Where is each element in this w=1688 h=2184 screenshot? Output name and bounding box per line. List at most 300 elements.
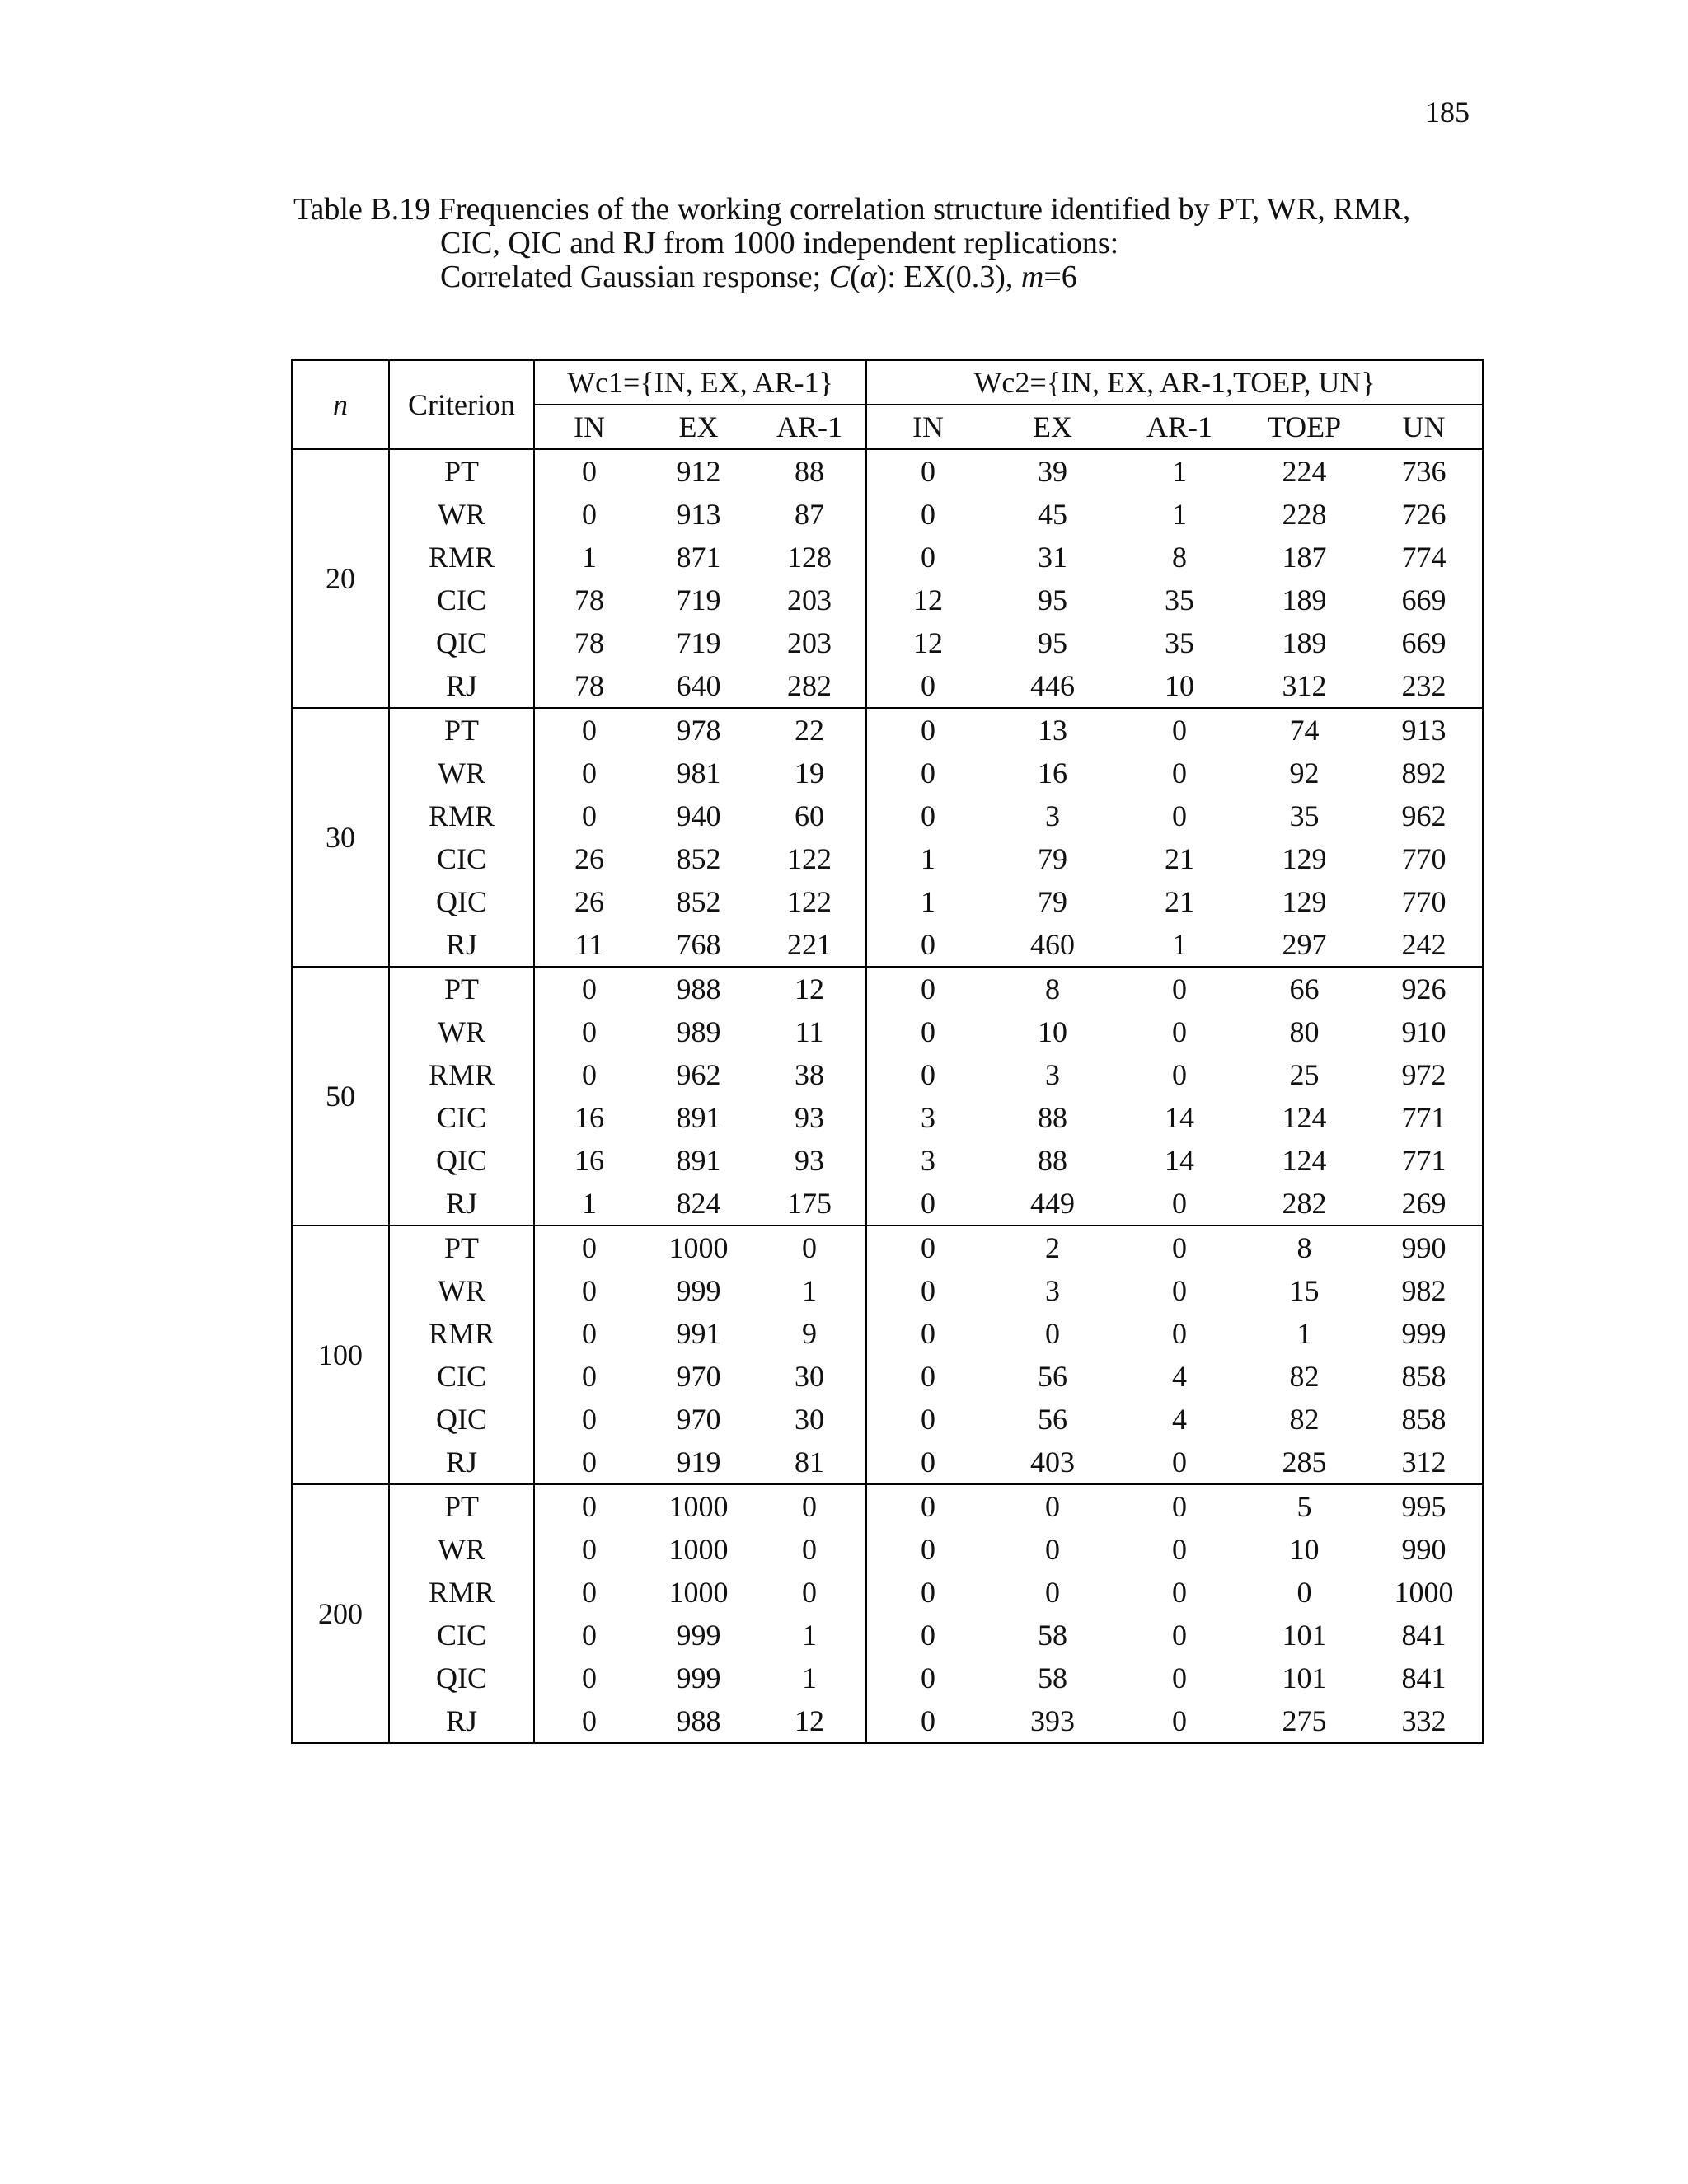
value-cell: 0 — [582, 757, 597, 790]
value-cell: 10 — [1165, 669, 1195, 702]
value-cell: 0 — [921, 1403, 936, 1436]
caption-line-3-suffix: =6 — [1043, 260, 1077, 294]
value-cell: 203 — [753, 579, 866, 621]
value-cell: 0 — [921, 1661, 936, 1694]
value-cell: 0 — [921, 498, 936, 531]
table-row — [292, 1355, 1483, 1398]
value-cell: 0 — [1172, 1015, 1188, 1048]
criterion-cell: WR — [389, 752, 534, 794]
value-cell: 129 — [1282, 885, 1327, 918]
value-cell: 0 — [753, 1528, 866, 1571]
table-row — [292, 1139, 1483, 1182]
value-cell: 58 — [1038, 1661, 1068, 1694]
value-cell: 35 — [1165, 583, 1195, 616]
criterion-cell: QIC — [389, 880, 534, 923]
value-cell: 1 — [753, 1657, 866, 1699]
value-cell: 12 — [753, 1699, 866, 1743]
value-cell: 0 — [866, 967, 989, 1010]
caption-m-symbol: m — [1020, 260, 1044, 294]
value-cell: 78 — [574, 669, 604, 702]
value-cell: 39 — [989, 449, 1116, 493]
value-cell: 1000 — [644, 1484, 753, 1528]
value-cell: 25 — [1289, 1058, 1320, 1091]
value-cell: 21 — [1165, 885, 1195, 918]
value-cell: 0 — [1172, 1317, 1188, 1350]
value-cell: 312 — [1282, 669, 1327, 702]
value-cell: 3 — [921, 1101, 936, 1134]
value-cell: 122 — [753, 880, 866, 923]
value-cell: 0 — [582, 1446, 597, 1479]
subheader-wc2-ar-1: AR-1 — [1146, 410, 1213, 443]
value-cell: 269 — [1401, 1187, 1447, 1220]
value-cell: 88 — [1038, 1144, 1068, 1177]
value-cell: 79 — [1038, 885, 1068, 918]
value-cell: 0 — [534, 449, 644, 493]
value-cell: 1 — [582, 541, 597, 574]
value-cell: 3 — [921, 1144, 936, 1177]
criterion-cell: CIC — [389, 1614, 534, 1657]
value-cell: 92 — [1289, 757, 1320, 790]
caption-paren-open: ( — [850, 260, 860, 294]
value-cell: 19 — [753, 752, 866, 794]
value-cell: 0 — [1172, 1187, 1188, 1220]
value-cell: 31 — [1038, 541, 1068, 574]
value-cell: 12 — [753, 967, 866, 1010]
value-cell: 912 — [644, 449, 753, 493]
criterion-cell: WR — [389, 1010, 534, 1053]
value-cell: 970 — [676, 1403, 721, 1436]
value-cell: 74 — [1243, 708, 1366, 752]
value-cell: 8 — [1243, 1226, 1366, 1269]
criterion-cell: WR — [389, 493, 534, 536]
value-cell: 0 — [921, 1317, 936, 1350]
value-cell: 0 — [582, 1576, 597, 1609]
value-cell: 0 — [534, 967, 644, 1010]
value-cell: 79 — [1038, 842, 1068, 875]
table-row — [292, 1182, 1483, 1226]
criterion-cell: PT — [389, 967, 534, 1010]
value-cell: 0 — [1116, 1484, 1243, 1528]
table-row — [292, 794, 1483, 837]
value-cell: 129 — [1282, 842, 1327, 875]
value-cell: 11 — [574, 928, 604, 961]
value-cell: 189 — [1282, 583, 1327, 616]
value-cell: 669 — [1401, 626, 1447, 659]
value-cell: 640 — [676, 669, 721, 702]
value-cell: 1 — [753, 1269, 866, 1312]
value-cell: 78 — [574, 583, 604, 616]
value-cell: 78 — [574, 626, 604, 659]
value-cell: 726 — [1401, 498, 1447, 531]
value-cell: 0 — [921, 1058, 936, 1091]
value-cell: 988 — [676, 1704, 721, 1737]
criterion-cell: RJ — [389, 1182, 534, 1226]
value-cell: 13 — [989, 708, 1116, 752]
value-cell: 852 — [676, 842, 721, 875]
table-row — [292, 449, 1483, 493]
value-cell: 35 — [1289, 799, 1320, 832]
value-cell: 0 — [582, 799, 597, 832]
value-cell: 122 — [753, 837, 866, 880]
caption-alpha-symbol: α — [860, 260, 877, 294]
value-cell: 16 — [574, 1101, 604, 1134]
value-cell: 16 — [574, 1144, 604, 1177]
value-cell: 22 — [753, 708, 866, 752]
sample-size-cell: 20 — [292, 449, 389, 708]
table-row — [292, 752, 1483, 794]
value-cell: 0 — [1172, 1619, 1188, 1652]
value-cell: 0 — [1116, 708, 1243, 752]
value-cell: 101 — [1282, 1661, 1327, 1694]
value-cell: 0 — [582, 1661, 597, 1694]
table-row — [292, 1010, 1483, 1053]
value-cell: 0 — [866, 1484, 989, 1528]
value-cell: 3 — [1045, 799, 1061, 832]
value-cell: 0 — [921, 799, 936, 832]
criterion-cell: RJ — [389, 1441, 534, 1484]
table-row — [292, 1269, 1483, 1312]
value-cell: 988 — [644, 967, 753, 1010]
value-cell: 1000 — [668, 1533, 729, 1566]
value-cell: 0 — [1296, 1576, 1312, 1609]
value-cell: 0 — [921, 1619, 936, 1652]
value-cell: 0 — [1116, 1226, 1243, 1269]
caption-line-3 — [293, 260, 1480, 294]
criterion-cell: RMR — [389, 1053, 534, 1096]
value-cell: 80 — [1289, 1015, 1320, 1048]
value-cell: 82 — [1289, 1403, 1320, 1436]
table-row — [292, 708, 1483, 752]
value-cell: 919 — [676, 1446, 721, 1479]
page-number: 185 — [1425, 96, 1470, 129]
value-cell: 0 — [582, 1403, 597, 1436]
value-cell: 88 — [753, 449, 866, 493]
table-row — [292, 1657, 1483, 1699]
value-cell: 26 — [574, 885, 604, 918]
value-cell: 4 — [1172, 1360, 1188, 1393]
value-cell: 403 — [1030, 1446, 1076, 1479]
subheader-wc2-toep: TOEP — [1267, 410, 1342, 443]
value-cell: 175 — [753, 1182, 866, 1226]
value-cell: 774 — [1401, 541, 1447, 574]
value-cell: 841 — [1401, 1661, 1447, 1694]
value-cell: 0 — [582, 1360, 597, 1393]
value-cell: 1 — [582, 1187, 597, 1220]
table-body — [292, 449, 1483, 1743]
caption-paren-close: ): EX(0.3), — [876, 260, 1021, 294]
subheader-wc2-in: IN — [912, 410, 945, 443]
value-cell: 11 — [753, 1010, 866, 1053]
table-row — [292, 1614, 1483, 1657]
table-row — [292, 1571, 1483, 1614]
value-cell: 30 — [753, 1355, 866, 1398]
sample-size-cell: 50 — [292, 967, 389, 1226]
value-cell: 93 — [753, 1096, 866, 1139]
value-cell: 1 — [1296, 1317, 1312, 1350]
table-row — [292, 1528, 1483, 1571]
value-cell: 0 — [1172, 1533, 1188, 1566]
value-cell: 30 — [753, 1398, 866, 1441]
frequency-table — [291, 359, 1484, 1744]
value-cell: 224 — [1243, 449, 1366, 493]
table-caption — [293, 193, 1480, 294]
subheader-wc1-in: IN — [574, 410, 605, 443]
table-row — [292, 621, 1483, 664]
table-row — [292, 967, 1483, 1010]
value-cell: 4 — [1172, 1403, 1188, 1436]
value-cell: 940 — [676, 799, 721, 832]
value-cell: 1000 — [668, 1576, 729, 1609]
value-cell: 910 — [1401, 1015, 1447, 1048]
value-cell: 16 — [1038, 757, 1068, 790]
value-cell: 770 — [1401, 885, 1447, 918]
value-cell: 21 — [1165, 842, 1195, 875]
value-cell: 1 — [921, 842, 936, 875]
value-cell: 0 — [1172, 1576, 1188, 1609]
table-row — [292, 1398, 1483, 1441]
criterion-cell: CIC — [389, 1355, 534, 1398]
table-row — [292, 1053, 1483, 1096]
value-cell: 771 — [1401, 1144, 1447, 1177]
criterion-cell: QIC — [389, 1139, 534, 1182]
value-cell: 990 — [1401, 1533, 1447, 1566]
value-cell: 841 — [1401, 1619, 1447, 1652]
value-cell: 15 — [1289, 1274, 1320, 1307]
value-cell: 0 — [534, 1484, 644, 1528]
value-cell: 35 — [1165, 626, 1195, 659]
value-cell: 990 — [1366, 1226, 1483, 1269]
table-row — [292, 493, 1483, 536]
value-cell: 5 — [1243, 1484, 1366, 1528]
sample-size-cell: 100 — [292, 1226, 389, 1484]
value-cell: 0 — [1045, 1317, 1061, 1350]
value-cell: 1 — [1172, 928, 1188, 961]
value-cell: 14 — [1165, 1144, 1195, 1177]
value-cell: 0 — [582, 1533, 597, 1566]
value-cell: 0 — [582, 498, 597, 531]
value-cell: 768 — [676, 928, 721, 961]
value-cell: 0 — [921, 1533, 936, 1566]
criterion-cell: RJ — [389, 923, 534, 967]
header-criterion: Criterion — [389, 360, 534, 449]
value-cell: 719 — [676, 583, 721, 616]
value-cell: 962 — [1401, 799, 1447, 832]
criterion-cell: CIC — [389, 579, 534, 621]
value-cell: 0 — [921, 1187, 936, 1220]
value-cell: 10 — [1289, 1533, 1320, 1566]
value-cell: 858 — [1401, 1403, 1447, 1436]
value-cell: 66 — [1243, 967, 1366, 1010]
value-cell: 0 — [753, 1571, 866, 1614]
criterion-cell: PT — [389, 449, 534, 493]
subheader-wc2-ex: EX — [1033, 410, 1073, 443]
value-cell: 0 — [1172, 1274, 1188, 1307]
value-cell: 0 — [866, 449, 989, 493]
value-cell: 189 — [1282, 626, 1327, 659]
value-cell: 221 — [753, 923, 866, 967]
value-cell: 8 — [989, 967, 1116, 1010]
sample-size-cell: 30 — [292, 708, 389, 967]
caption-line-2: CIC, QIC and RJ from 1000 independent replications: — [440, 226, 1119, 260]
value-cell: 913 — [676, 498, 721, 531]
table-row — [292, 880, 1483, 923]
value-cell: 460 — [1030, 928, 1076, 961]
value-cell: 88 — [1038, 1101, 1068, 1134]
value-cell: 0 — [921, 1360, 936, 1393]
value-cell: 228 — [1282, 498, 1327, 531]
value-cell: 892 — [1401, 757, 1447, 790]
value-cell: 852 — [676, 885, 721, 918]
value-cell: 10 — [1038, 1015, 1068, 1048]
value-cell: 128 — [753, 536, 866, 579]
value-cell: 0 — [534, 1226, 644, 1269]
value-cell: 45 — [1038, 498, 1068, 531]
subheader-wc2-un: UN — [1402, 410, 1446, 443]
criterion-cell: RMR — [389, 1312, 534, 1355]
caption-c-symbol: C — [828, 260, 851, 294]
value-cell: 0 — [866, 708, 989, 752]
table-row — [292, 1096, 1483, 1139]
value-cell: 0 — [921, 1704, 936, 1737]
value-cell: 0 — [582, 1274, 597, 1307]
table-row — [292, 1484, 1483, 1528]
value-cell: 0 — [534, 708, 644, 752]
value-cell: 669 — [1401, 583, 1447, 616]
value-cell: 1 — [1116, 449, 1243, 493]
value-cell: 242 — [1401, 928, 1447, 961]
subheader-wc1-ex: EX — [678, 410, 719, 443]
value-cell: 999 — [676, 1619, 721, 1652]
value-cell: 771 — [1401, 1101, 1447, 1134]
value-cell: 0 — [921, 1015, 936, 1048]
value-cell: 0 — [1172, 1661, 1188, 1694]
value-cell: 858 — [1401, 1360, 1447, 1393]
criterion-cell: RMR — [389, 794, 534, 837]
value-cell: 312 — [1401, 1446, 1447, 1479]
criterion-cell: QIC — [389, 621, 534, 664]
header-n: n — [292, 360, 389, 449]
table-row — [292, 536, 1483, 579]
value-cell: 93 — [753, 1139, 866, 1182]
value-cell: 970 — [676, 1360, 721, 1393]
table-row — [292, 1226, 1483, 1269]
value-cell: 332 — [1401, 1704, 1447, 1737]
value-cell: 124 — [1282, 1101, 1327, 1134]
value-cell: 9 — [753, 1312, 866, 1355]
value-cell: 187 — [1282, 541, 1327, 574]
value-cell: 282 — [1282, 1187, 1327, 1220]
table-row — [292, 837, 1483, 880]
value-cell: 982 — [1401, 1274, 1447, 1307]
value-cell: 0 — [582, 1317, 597, 1350]
value-cell: 81 — [753, 1441, 866, 1484]
value-cell: 0 — [921, 757, 936, 790]
value-cell: 0 — [921, 1446, 936, 1479]
criterion-cell: RJ — [389, 664, 534, 708]
value-cell: 0 — [753, 1484, 866, 1528]
value-cell: 962 — [676, 1058, 721, 1091]
value-cell: 2 — [989, 1226, 1116, 1269]
criterion-cell: PT — [389, 1484, 534, 1528]
sample-size-cell: 200 — [292, 1484, 389, 1743]
value-cell: 282 — [753, 664, 866, 708]
value-cell: 56 — [1038, 1403, 1068, 1436]
value-cell: 12 — [913, 626, 944, 659]
value-cell: 275 — [1282, 1704, 1327, 1737]
caption-line-1: Table B.19 Frequencies of the working correlation structure identified by PT, WR, RMR, — [293, 192, 1411, 227]
value-cell: 891 — [676, 1101, 721, 1134]
criterion-cell: WR — [389, 1269, 534, 1312]
value-cell: 0 — [582, 1015, 597, 1048]
value-cell: 913 — [1366, 708, 1483, 752]
criterion-cell: RMR — [389, 536, 534, 579]
criterion-cell: RJ — [389, 1699, 534, 1743]
value-cell: 1 — [921, 885, 936, 918]
value-cell: 1000 — [644, 1226, 753, 1269]
value-cell: 95 — [1038, 626, 1068, 659]
value-cell: 203 — [753, 621, 866, 664]
header-group-wc1: Wc1={IN, EX, AR-1} — [534, 360, 866, 405]
value-cell: 1 — [753, 1614, 866, 1657]
value-cell: 82 — [1289, 1360, 1320, 1393]
value-cell: 770 — [1401, 842, 1447, 875]
value-cell: 989 — [676, 1015, 721, 1048]
value-cell: 297 — [1282, 928, 1327, 961]
subheader-wc1-ar-1: AR-1 — [753, 405, 866, 449]
value-cell: 0 — [989, 1484, 1116, 1528]
value-cell: 232 — [1401, 669, 1447, 702]
value-cell: 0 — [1116, 967, 1243, 1010]
value-cell: 0 — [582, 1619, 597, 1652]
criterion-cell: WR — [389, 1528, 534, 1571]
value-cell: 449 — [1030, 1187, 1076, 1220]
value-cell: 972 — [1401, 1058, 1447, 1091]
value-cell: 3 — [1045, 1274, 1061, 1307]
value-cell: 0 — [921, 1576, 936, 1609]
caption-line-3-prefix: Correlated Gaussian response; — [440, 260, 829, 294]
value-cell: 124 — [1282, 1144, 1327, 1177]
value-cell: 926 — [1366, 967, 1483, 1010]
table-row — [292, 1312, 1483, 1355]
value-cell: 285 — [1282, 1446, 1327, 1479]
header-group-wc2: Wc2={IN, EX, AR-1,TOEP, UN} — [866, 360, 1483, 405]
value-cell: 38 — [753, 1053, 866, 1096]
value-cell: 978 — [644, 708, 753, 752]
value-cell: 0 — [1172, 1058, 1188, 1091]
value-cell: 87 — [753, 493, 866, 536]
value-cell: 0 — [753, 1226, 866, 1269]
value-cell: 3 — [1045, 1058, 1061, 1091]
value-cell: 824 — [676, 1187, 721, 1220]
value-cell: 0 — [1172, 799, 1188, 832]
value-cell: 999 — [676, 1274, 721, 1307]
value-cell: 393 — [1030, 1704, 1076, 1737]
value-cell: 1 — [1172, 498, 1188, 531]
value-cell: 60 — [753, 794, 866, 837]
criterion-cell: QIC — [389, 1398, 534, 1441]
value-cell: 0 — [921, 928, 936, 961]
value-cell: 0 — [1045, 1533, 1061, 1566]
value-cell: 12 — [913, 583, 944, 616]
table-row — [292, 664, 1483, 708]
value-cell: 0 — [1172, 1704, 1188, 1737]
value-cell: 999 — [676, 1661, 721, 1694]
criterion-cell: CIC — [389, 837, 534, 880]
value-cell: 8 — [1172, 541, 1188, 574]
table-row — [292, 1441, 1483, 1484]
value-cell: 891 — [676, 1144, 721, 1177]
value-cell: 101 — [1282, 1619, 1327, 1652]
